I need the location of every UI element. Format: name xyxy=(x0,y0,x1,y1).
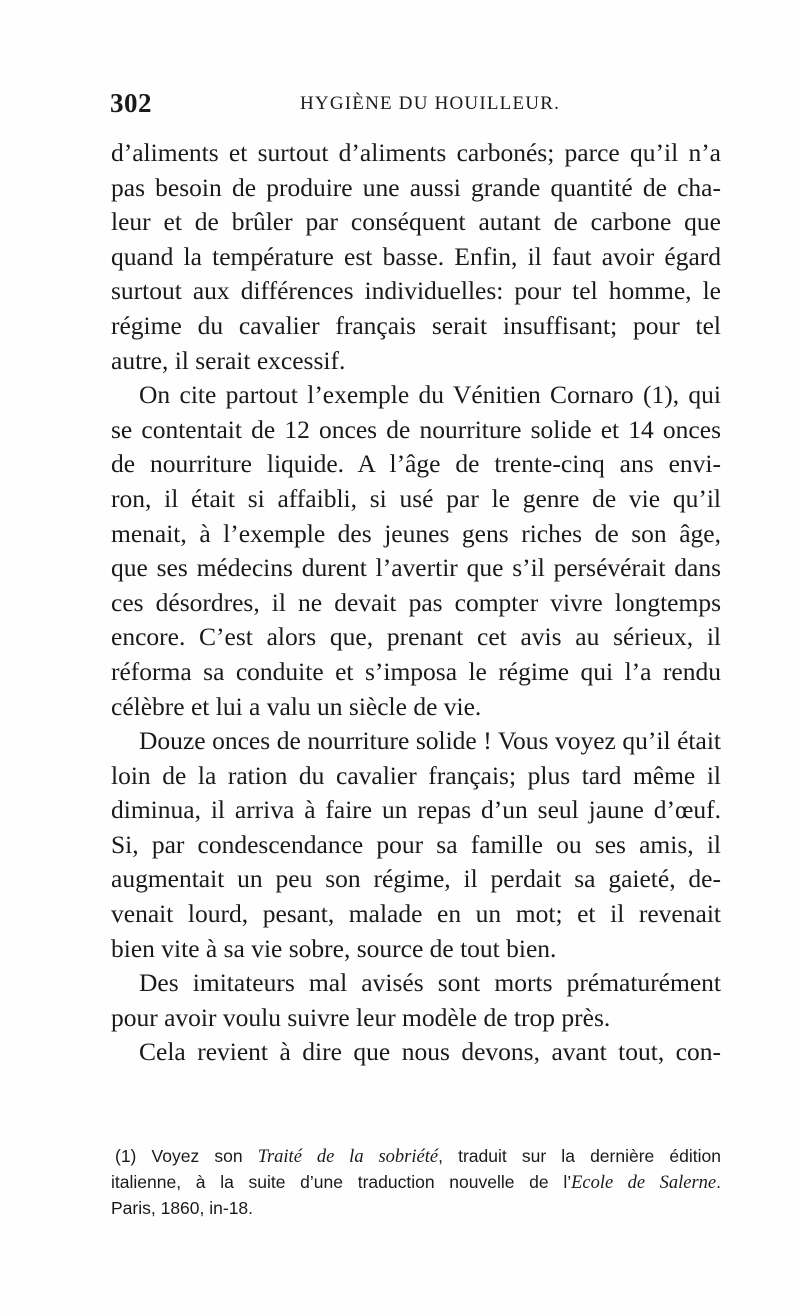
footnote-text: . xyxy=(716,1172,721,1192)
text-line: Des imitateurs mal avisés sont morts prématurément xyxy=(139,968,721,998)
text-line: venait lourd, pesant, malade en un mot; et il revenait xyxy=(111,899,721,929)
text-line: régime du cavalier français serait insuffisant; pour tel xyxy=(111,310,721,340)
text-line: bien vite à sa vie sobre, source de tout bien. xyxy=(111,933,557,963)
footnote xyxy=(111,1143,721,1221)
footnote-text: (1) Voyez son xyxy=(115,1146,258,1166)
text-line: diminua, il arriva à faire un repas d’un seul jaune d’œuf. xyxy=(111,795,721,825)
page-number: 302 xyxy=(110,88,152,118)
footnote-text: italienne, à la suite d’une traduction nouvelle de l’ xyxy=(111,1172,572,1192)
text-line: On cite partout l’exemple du Vénitien Cornaro (1), qui xyxy=(139,380,721,410)
running-title: HYGIÈNE DU HOUILLEUR. xyxy=(300,93,561,114)
text-line: pour avoir voulu suivre leur modèle de trop près. xyxy=(111,1002,611,1032)
footnote-book-title: Traité de la sobriété xyxy=(257,1147,439,1167)
footnote-line xyxy=(111,1143,721,1169)
text-line: se contentait de 12 onces de nourriture solide et 14 onces xyxy=(111,414,721,444)
text-line: leur et de brûler par conséquent autant de carbone que xyxy=(111,207,721,237)
footnote-line: Paris, 1860, in-18. xyxy=(111,1198,254,1218)
text-line: d’aliments et surtout d’aliments carbonés; parce qu’il n’a xyxy=(111,138,721,167)
text-line: loin de la ration du cavalier français; plus tard même il xyxy=(111,760,721,790)
text-line: célèbre et lui a valu un siècle de vie. xyxy=(111,691,482,721)
text-line: ron, il était si affaibli, si usé par le genre de vie qu’il xyxy=(111,483,721,513)
text-line: menait, à l’exemple des jeunes gens riches de son âge, xyxy=(111,518,721,548)
body-text xyxy=(111,136,721,1070)
text-line: Douze onces de nourriture solide ! Vous voyez qu’il était xyxy=(139,726,721,756)
footnote-text: , traduit sur la dernière édition xyxy=(438,1146,721,1166)
text-line: autre, il serait excessif. xyxy=(111,345,346,375)
text-line: surtout aux différences individuelles: pour tel homme, le xyxy=(111,276,721,306)
text-line: de nourriture liquide. A l’âge de trente-cinq ans envi- xyxy=(111,449,721,479)
text-line: pas besoin de produire une aussi grande quantité de cha- xyxy=(111,172,721,202)
text-line: augmentait un peu son régime, il perdait sa gaieté, de- xyxy=(111,864,721,894)
text-line: que ses médecins durent l’avertir que s’il persévérait dans xyxy=(111,553,721,583)
footnote-line xyxy=(111,1169,721,1195)
text-line: réforma sa conduite et s’imposa le régime qui l’a rendu xyxy=(111,656,721,686)
text-line: Cela revient à dire que nous devons, avant tout, con- xyxy=(139,1037,721,1067)
footnote-book-title: Ecole de Salerne xyxy=(571,1173,717,1193)
text-line: encore. C’est alors que, prenant cet avis au sérieux, il xyxy=(111,622,721,652)
text-line: Si, par condescendance pour sa famille ou ses amis, il xyxy=(111,829,721,859)
running-head xyxy=(110,88,720,118)
text-line: quand la température est basse. Enfin, il faut avoir égard xyxy=(111,241,721,271)
text-line: ces désordres, il ne devait pas compter vivre longtemps xyxy=(111,587,721,617)
